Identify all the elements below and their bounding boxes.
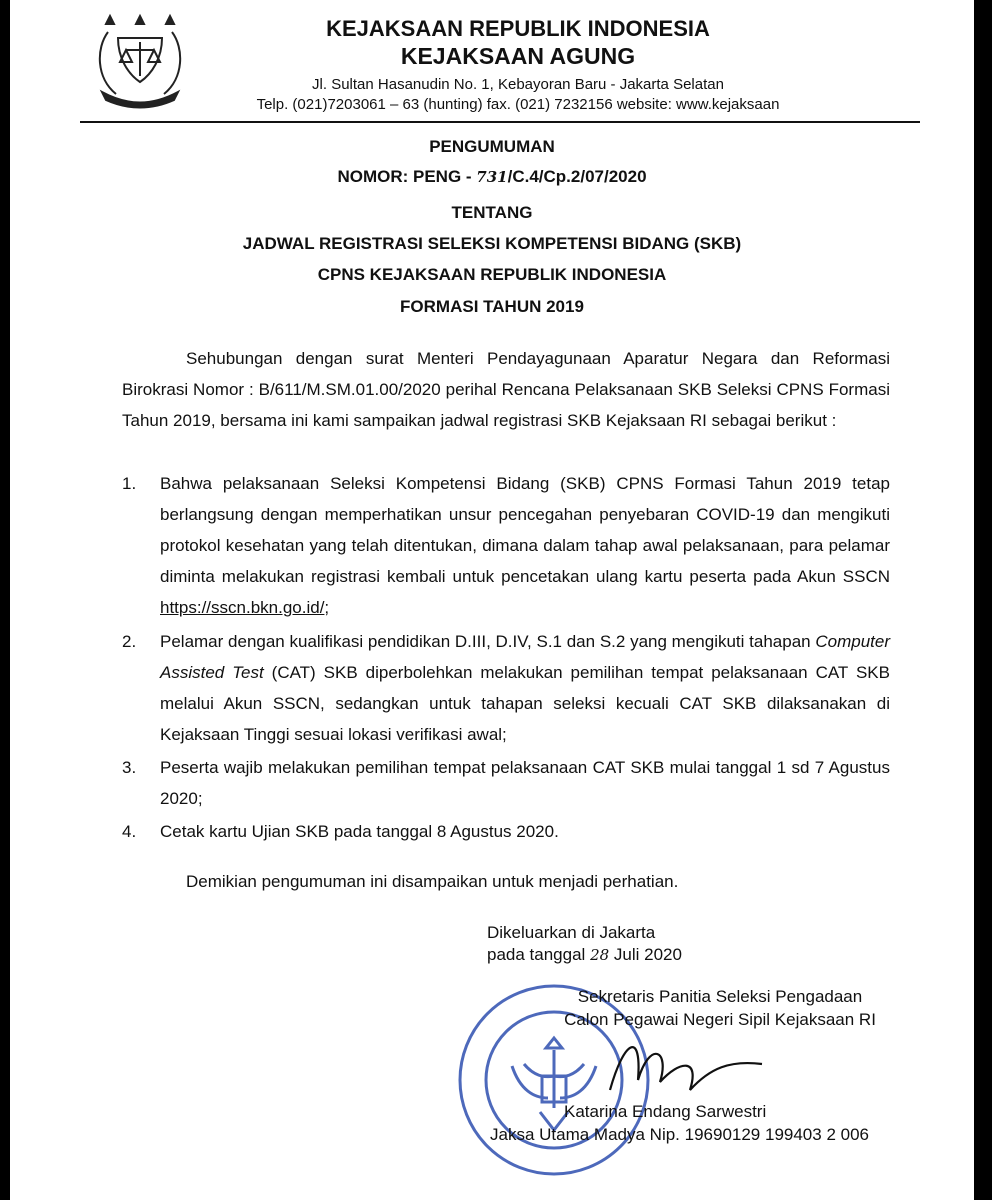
list-number: 2. [122,632,137,651]
intro-paragraph: Sehubungan dengan surat Menteri Pendayagunaan Aparatur Negara dan Reformasi Birokrasi Nomor : B/611/M.SM.01.00/2020 perihal Rencana Pelaksanaan SKB Seleksi CPNS Formasi Tahun 2019, bersama ini kami sampaikan jadwal registrasi SKB Kejaksaan RI sebagai berikut : [122,349,890,430]
number-handwritten: 731 [476,168,508,186]
list-item [122,752,890,814]
list-text: Bahwa pelaksanaan Seleksi Kompetensi Bidang (SKB) CPNS Formasi Tahun 2019 tetap berlangsung dengan memperhatikan unsur pencegahan penyebaran COVID-19 dan mengikuti protokol kesehatan yang telah ditentukan, dimana dalam tahap awal pelaksanaan, para pelamar diminta melakukan registrasi kembali untuk pencetakan ulang kartu peserta pada Akun SSCN https://sscn.bkn.go.id/; [160,474,890,617]
signer-name: Katarina Endang Sarwestri [564,1102,767,1121]
italic-term: Computer Assisted Test [160,632,890,682]
list-number: 4. [122,822,137,841]
issue-block [487,922,787,966]
list-text: Cetak kartu Ujian SKB pada tanggal 8 Agustus 2020. [160,822,559,841]
sscn-link[interactable]: https://sscn.bkn.go.id/ [160,598,325,617]
list-item [122,816,890,847]
adhyaksa-emblem-icon [88,8,192,112]
list-text: Pelamar dengan kualifikasi pendidikan D.III, D.IV, S.1 dan S.2 yang mengikuti tahapan Computer Assisted Test (CAT) SKB diperbolehkan melakukan pemilihan tempat pelaksanaan CAT SKB melalui Akun SSCN, sedangkan untuk tahapan seleksi kecuali CAT SKB dilaksanakan di Kejaksaan Tinggi sesuai lokasi verifikasi awal; [160,632,890,744]
subject-line-2: CPNS KEJAKSAAN REPUBLIK INDONESIA [317,265,667,284]
office-address: Jl. Sultan Hasanudin No. 1, Kebayoran Baru - Jakarta Selatan [312,76,724,93]
number-prefix: NOMOR: PENG - [337,167,472,186]
issue-place: Dikeluarkan di Jakarta [487,923,656,942]
issue-date: pada tanggal 28 Juli 2020 [487,945,682,964]
announcement-label: PENGUMUMAN [429,137,555,156]
list-text: Peserta wajib melakukan pemilihan tempat pelaksanaan CAT SKB mulai tanggal 1 sd 7 Agustus 2020; [160,758,890,808]
date-handwritten: 28 [590,946,610,964]
letterhead-divider [80,121,920,123]
office-name: KEJAKSAAN AGUNG [400,43,636,69]
list-item [122,468,890,623]
office-contact: Telp. (021)7203061 – 63 (hunting) fax. (021) 7232156 website: www.kejaksaan [256,96,780,113]
list-item [122,626,890,750]
signer-name-block [490,1100,950,1146]
about-label: TENTANG [451,203,533,222]
subject-line-1: JADWAL REGISTRASI SELEKSI KOMPETENSI BIDANG (SKB) [242,234,742,253]
signer-role-1: Sekretaris Panitia Seleksi Pengadaan [577,987,863,1006]
list-number: 1. [122,474,137,493]
handwritten-signature [590,1020,770,1110]
number-suffix: /C.4/Cp.2/07/2020 [507,167,647,186]
signer-rank: Jaksa Utama Madya Nip. 19690129 199403 2 006 [490,1125,869,1144]
subject-line-3: FORMASI TAHUN 2019 [400,297,584,316]
announcement-number [10,167,974,187]
institution-name: KEJAKSAAN REPUBLIK INDONESIA [326,16,710,41]
list-number: 3. [122,758,137,777]
signer-role-2: Calon Pegawai Negeri Sipil Kejaksaan RI [564,1010,876,1029]
document-page [10,0,974,1200]
closing-paragraph: Demikian pengumuman ini disampaikan untuk menjadi perhatian. [186,872,679,891]
